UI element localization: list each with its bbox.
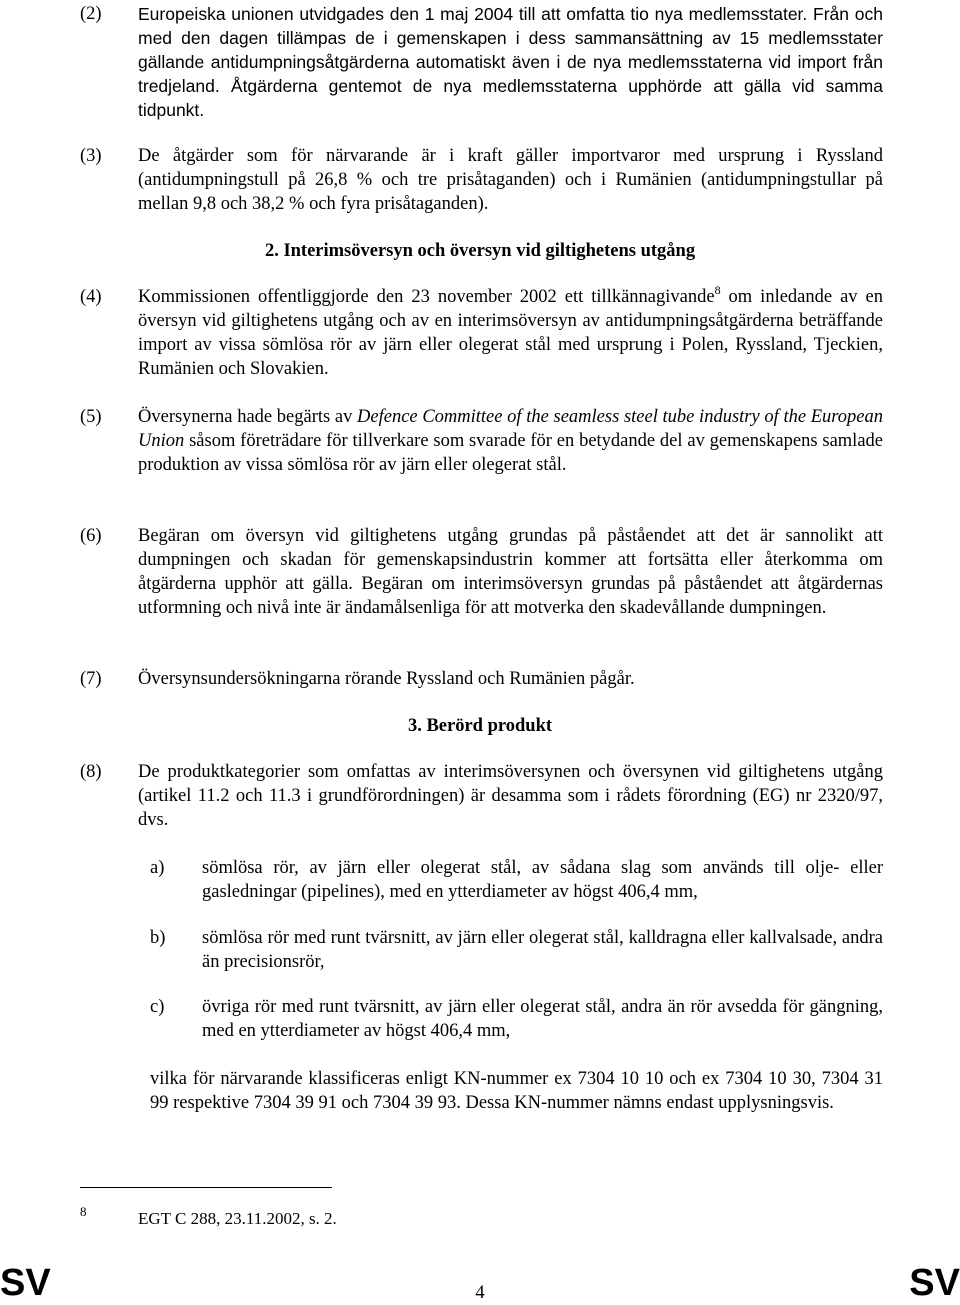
list-item-label: a): [150, 858, 165, 878]
paragraph-text: Europeiska unionen utvidgades den 1 maj 2004 till att omfatta tio nya medlemsstater. Från och med den dagen tillämpas de i gemenskapen i dess sammansättning av 15 medlemsstater gällande antidumpningsåtgärderna automatiskt även i de nya medlemsstaterna vid import från tredjeland. Åtgärderna gentemot de nya medlemsstaterna upphörde att gälla vid samma tidpunkt.: [138, 4, 883, 120]
footer-language-left: SV: [0, 1262, 51, 1304]
paragraph-text: De åtgärder som för närvarande är i kraft gäller importvaror med ursprung i Ryssland (antidumpningstull på 26,8 % och tre prisåtaganden) och i Rumänien (antidumpningstullar på mellan 9,8 och 38,2 % och fyra prisåtaganden).: [138, 146, 883, 214]
committee-name: Defence Committee of the seamless steel tube industry of the European Union: [138, 407, 883, 451]
paragraph-text: Översynsundersökningarna rörande Ryssland och Rumänien pågår.: [138, 669, 635, 689]
paragraph-number: (6): [80, 526, 102, 546]
paragraph-text: Översynerna hade begärts av Defence Committee of the seamless steel tube industry of the European Union såsom företrädare för tillverkare som svarade för en betydande del av gemenskapens samlade produktion av vissa sömlösa rör av järn eller olegerat stål.: [138, 407, 883, 475]
list-item-text: sömlösa rör, av järn eller olegerat stål, av sådana slag som används till olje- eller gasledningar (pipelines), med en ytterdiameter av högst 406,4 mm,: [202, 858, 883, 902]
paragraph-text: Begäran om översyn vid giltighetens utgång grundas på påståendet att det är sannolikt att dumpningen och skadan för gemenskapsindustrin kommer att fortsätta eller återkomma om åtgärderna upphör att gälla. Begäran om interimsöversyn grundas på påståendet att åtgärdernas utformning och nivå inte är ändamålsenliga för att motverka den skadevållande dumpningen.: [138, 526, 883, 618]
section-heading-2: 2. Interimsöversyn och översyn vid giltighetens utgång: [264, 241, 696, 261]
footnote-ref: 8: [714, 283, 721, 297]
paragraph-number: (4): [80, 287, 102, 307]
section-heading-3: 3. Berörd produkt: [407, 716, 553, 736]
page-number: 4: [475, 1283, 485, 1303]
paragraph-number: (5): [80, 407, 102, 427]
list-item-label: c): [150, 997, 165, 1017]
paragraph-text: Kommissionen offentliggjorde den 23 november 2002 ett tillkännagivande$^8$ om inledande av en översyn vid giltighetens utgång och av en interimsöversyn av antidumpningsåtgärderna beträffande import av vissa sömlösa rör av järn eller olegerat stål med ursprung i Polen, Ryssland, Tjeckien, Rumänien och Slovakien.: [138, 283, 883, 379]
footnote-divider: [80, 1187, 332, 1188]
footnote-number: 8: [80, 1204, 87, 1219]
footer-language-right: SV: [909, 1262, 960, 1304]
list-item-label: b): [150, 928, 166, 948]
paragraph-number: (3): [80, 146, 102, 166]
list-item-text: övriga rör med runt tvärsnitt, av järn eller olegerat stål, andra än rör avsedda för gängning, med en ytterdiameter av högst 406,4 mm,: [202, 997, 883, 1041]
footnote-text: EGT C 288, 23.11.2002, s. 2.: [138, 1209, 337, 1228]
paragraph-number: (2): [80, 4, 102, 24]
classification-note: vilka för närvarande klassificeras enligt KN-nummer ex 7304 10 10 och ex 7304 10 30, 7304 31 99 respektive 7304 39 91 och 7304 39 93. Dessa KN-nummer nämns endast upplysningsvis.: [150, 1069, 883, 1113]
list-item-text: sömlösa rör med runt tvärsnitt, av järn eller olegerat stål, kalldragna eller kallvalsade, andra än precisionsrör,: [202, 928, 883, 972]
paragraph-number: (8): [80, 762, 102, 782]
paragraph-text: De produktkategorier som omfattas av interimsöversynen och översynen vid giltighetens utgång (artikel 11.2 och 11.3 i grundförordningen) är desamma som i rådets förordning (EG) nr 2320/97, dvs.: [138, 762, 883, 830]
paragraph-number: (7): [80, 669, 102, 689]
